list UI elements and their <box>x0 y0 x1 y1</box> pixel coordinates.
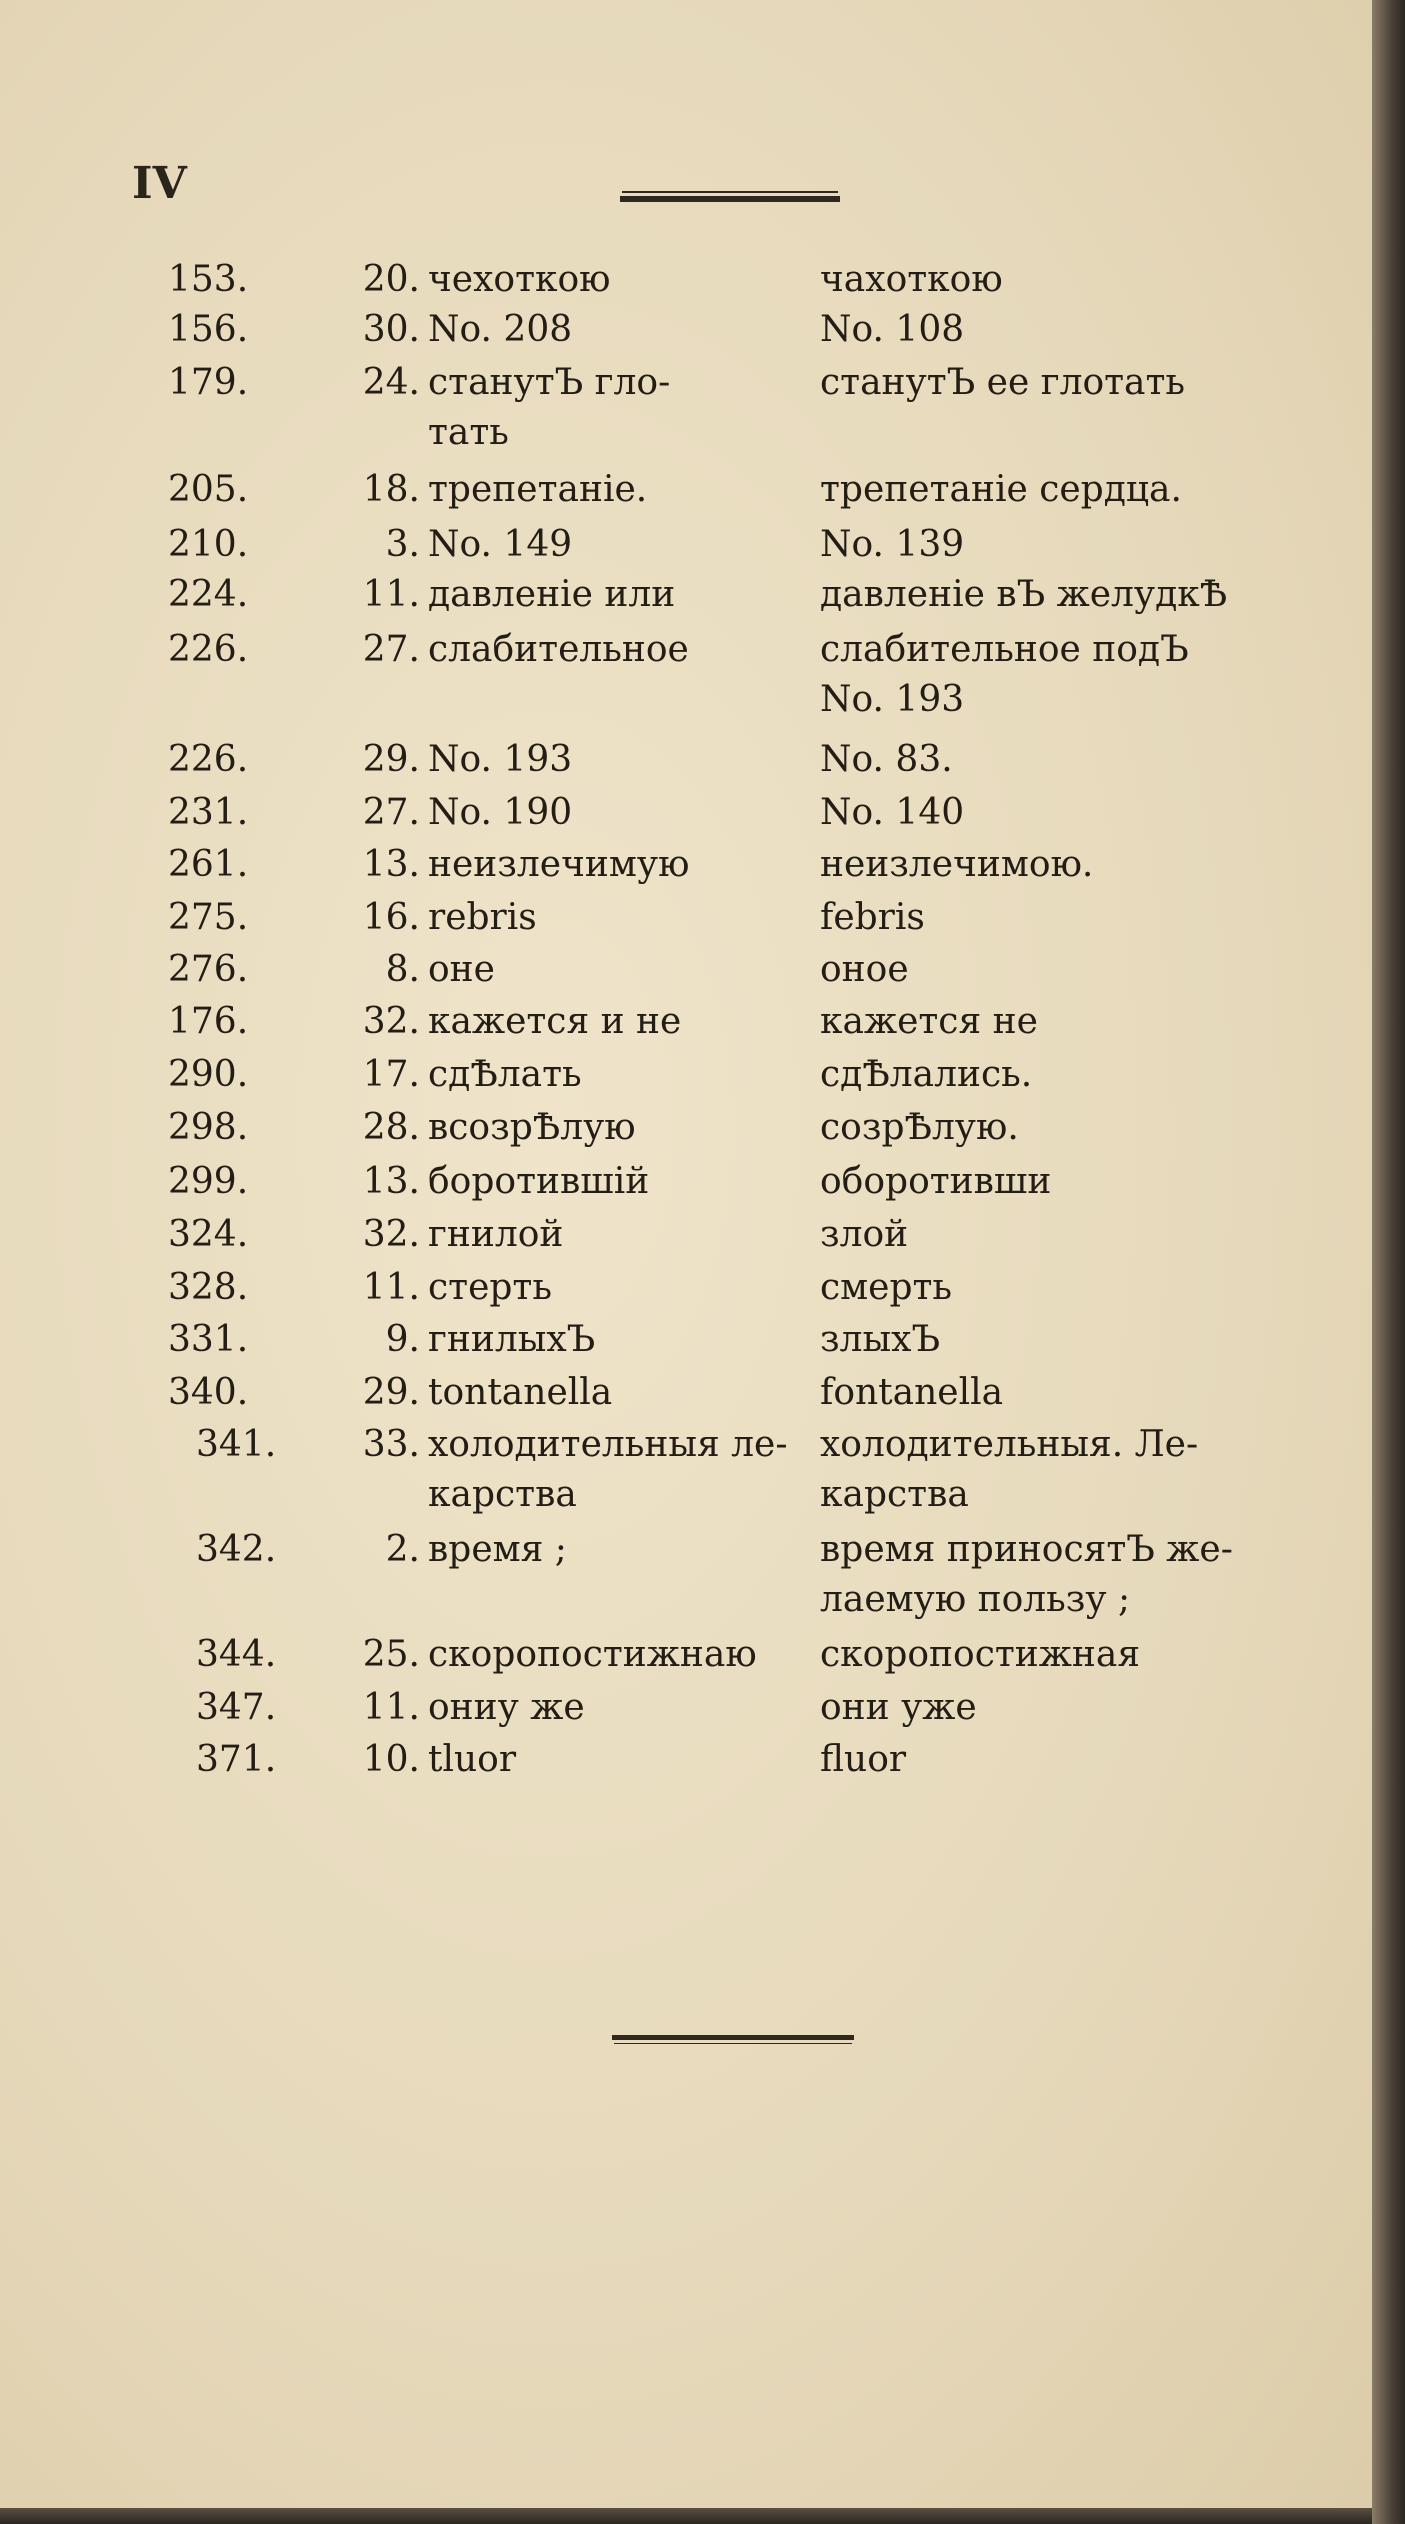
corrected-text: No. 140 <box>820 792 965 833</box>
page-folio: IV <box>132 158 187 209</box>
line-number: 18. <box>362 469 420 510</box>
page-number: 275. <box>168 897 249 938</box>
printed-text: ониу же <box>428 1687 585 1728</box>
line-number: 10. <box>362 1739 420 1780</box>
corrected-text: они уже <box>820 1687 977 1728</box>
page-number: 299. <box>168 1161 249 1202</box>
line-number: 28. <box>362 1107 420 1148</box>
line-number: 11. <box>362 1687 420 1728</box>
corrected-text: оное <box>820 949 909 990</box>
page-number: 328. <box>168 1267 249 1308</box>
page-number: 344. <box>196 1634 277 1675</box>
page-number: 298. <box>168 1107 249 1148</box>
errata-row <box>0 625 1372 725</box>
corrected-text: No. 139 <box>820 524 965 565</box>
printed-text: гнилой <box>428 1214 564 1255</box>
errata-row <box>0 1525 1372 1625</box>
page-number: 290. <box>168 1054 249 1095</box>
corrected-text: трепетаніе сердца. <box>820 469 1182 510</box>
corrected-text: смерть <box>820 1267 953 1308</box>
printed-text: давленіе или <box>428 574 676 615</box>
printed-text: всозрѢлую <box>428 1107 636 1148</box>
printed-text: станутЪ гло- тать <box>428 362 671 453</box>
page-number: 226. <box>168 629 249 670</box>
corrected-text: станутЪ ее глотать <box>820 362 1186 403</box>
corrected-text: No. 108 <box>820 309 965 350</box>
corrected-text: холодительныя. Ле- карства <box>820 1424 1199 1515</box>
page-number: 331. <box>168 1319 249 1360</box>
line-number: 29. <box>362 1372 420 1413</box>
line-number: 27. <box>362 792 420 833</box>
line-number: 11. <box>362 574 420 615</box>
line-number: 33. <box>362 1424 420 1465</box>
page-number: 371. <box>196 1739 277 1780</box>
page-number: 226. <box>168 739 249 780</box>
page-number: 276. <box>168 949 249 990</box>
printed-text: время ; <box>428 1529 567 1570</box>
line-number: 30. <box>362 309 420 350</box>
page-number: 341. <box>196 1424 277 1465</box>
page-number: 153. <box>168 259 249 300</box>
line-number: 24. <box>362 362 420 403</box>
corrected-text: сдѢлались. <box>820 1054 1033 1095</box>
printed-text: гнилыхЪ <box>428 1319 596 1360</box>
line-number: 29. <box>362 739 420 780</box>
page-number: 176. <box>168 1001 249 1042</box>
page-number: 324. <box>168 1214 249 1255</box>
page-number: 347. <box>196 1687 277 1728</box>
printed-text: кажется и не <box>428 1001 682 1042</box>
corrected-text: злой <box>820 1214 909 1255</box>
line-number: 13. <box>362 1161 420 1202</box>
page-number: 340. <box>168 1372 249 1413</box>
bottom-rule <box>612 2035 854 2040</box>
line-number: 8. <box>385 949 420 990</box>
errata-row <box>0 358 1372 458</box>
corrected-text: скоропостижная <box>820 1634 1141 1675</box>
corrected-text: No. 83. <box>820 739 953 780</box>
page-number: 224. <box>168 574 249 615</box>
line-number: 32. <box>362 1001 420 1042</box>
line-number: 11. <box>362 1267 420 1308</box>
page-number: 342. <box>196 1529 277 1570</box>
corrected-text: созрѢлую. <box>820 1107 1019 1148</box>
printed-text: холодительныя ле- карства <box>428 1424 788 1515</box>
line-number: 16. <box>362 897 420 938</box>
printed-text: стерть <box>428 1267 552 1308</box>
corrected-text: давленіе вЪ желудкѢ <box>820 574 1228 615</box>
page-number: 210. <box>168 524 249 565</box>
printed-text: неизлечимую <box>428 844 690 885</box>
printed-text: чехоткою <box>428 259 611 300</box>
corrected-text: чахоткою <box>820 259 1003 300</box>
printed-text: No. 149 <box>428 524 573 565</box>
page-edge-shadow <box>1372 0 1405 2524</box>
page-bottom-shadow <box>0 2508 1372 2524</box>
corrected-text: время приносятЪ же- лаемую пользу ; <box>820 1529 1233 1620</box>
page-number: 231. <box>168 792 249 833</box>
line-number: 25. <box>362 1634 420 1675</box>
top-rule <box>620 196 840 202</box>
printed-text: боротившій <box>428 1161 650 1202</box>
line-number: 9. <box>385 1319 420 1360</box>
page-number: 205. <box>168 469 249 510</box>
corrected-text: злыхЪ <box>820 1319 941 1360</box>
corrected-text: fontanella <box>820 1372 1004 1413</box>
printed-text: tontanella <box>428 1372 613 1413</box>
errata-row <box>0 1420 1372 1520</box>
line-number: 20. <box>362 259 420 300</box>
errata-row <box>0 1735 1372 1835</box>
printed-text: оне <box>428 949 495 990</box>
printed-text: No. 193 <box>428 739 573 780</box>
line-number: 27. <box>362 629 420 670</box>
printed-text: слабительное <box>428 629 689 670</box>
printed-text: No. 190 <box>428 792 573 833</box>
corrected-text: оборотивши <box>820 1161 1052 1202</box>
page-number: 179. <box>168 362 249 403</box>
printed-text: tluor <box>428 1739 517 1780</box>
corrected-text: слабительное подЪ No. 193 <box>820 629 1189 720</box>
line-number: 17. <box>362 1054 420 1095</box>
printed-text: rebris <box>428 897 537 938</box>
corrected-text: febris <box>820 897 925 938</box>
page-number: 261. <box>168 844 249 885</box>
corrected-text: кажется не <box>820 1001 1038 1042</box>
line-number: 2. <box>385 1529 420 1570</box>
line-number: 13. <box>362 844 420 885</box>
page-number: 156. <box>168 309 249 350</box>
printed-text: No. 208 <box>428 309 573 350</box>
corrected-text: неизлечимою. <box>820 844 1094 885</box>
printed-text: скоропостижнаю <box>428 1634 757 1675</box>
line-number: 3. <box>385 524 420 565</box>
printed-text: трепетаніе. <box>428 469 648 510</box>
printed-text: сдѢлать <box>428 1054 582 1095</box>
line-number: 32. <box>362 1214 420 1255</box>
corrected-text: fluor <box>820 1739 907 1780</box>
